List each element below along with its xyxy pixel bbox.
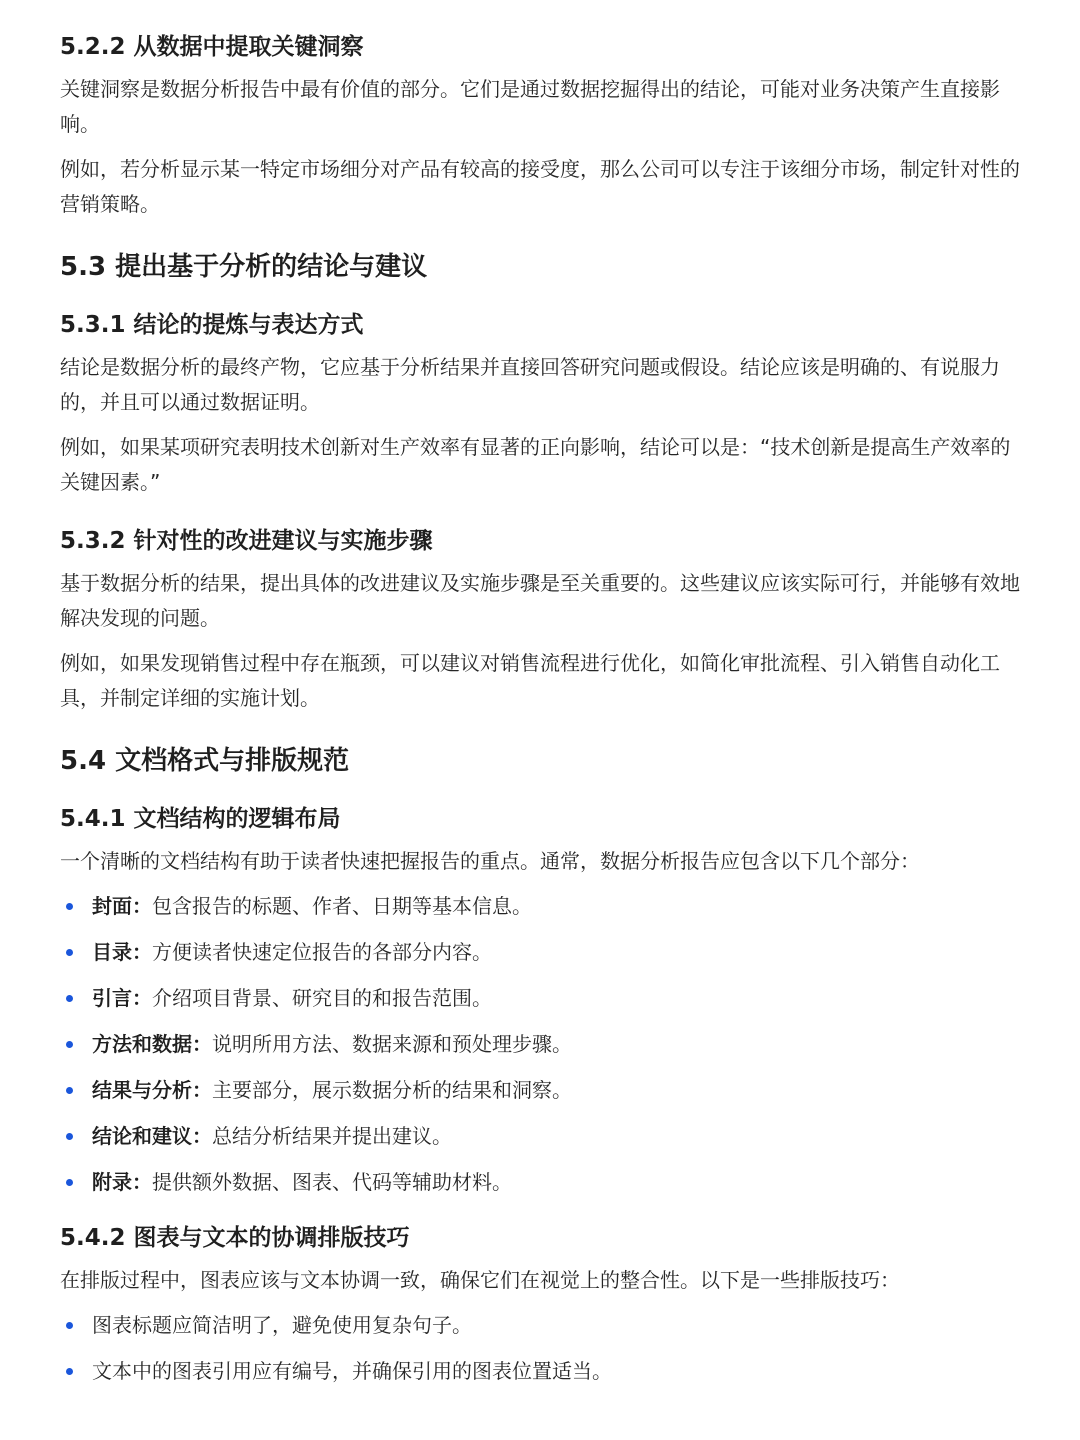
bullet-dot-icon	[66, 1368, 73, 1375]
paragraph: 在排版过程中，图表应该与文本协调一致，确保它们在视觉上的整合性。以下是一些排版技巧：	[60, 1268, 900, 1292]
list-item-term: 目录：	[92, 940, 152, 964]
list-item-desc: 包含报告的标题、作者、日期等基本信息。	[152, 894, 532, 918]
heading-5-3-1: 5.3.1 结论的提炼与表达方式	[60, 312, 364, 338]
heading-5-4-2: 5.4.2 图表与文本的协调排版技巧	[60, 1225, 410, 1251]
heading-5-4: 5.4 文档格式与排版规范	[60, 746, 350, 776]
bullet-dot-icon	[66, 1322, 73, 1329]
list-item-desc: 方便读者快速定位报告的各部分内容。	[152, 940, 492, 964]
heading-5-3: 5.3 提出基于分析的结论与建议	[60, 252, 428, 282]
list-item-desc: 说明所用方法、数据来源和预处理步骤。	[212, 1032, 572, 1056]
paragraph: 关键洞察是数据分析报告中最有价值的部分。它们是通过数据挖掘得出的结论，可能对业务决策产生直接影响。	[60, 77, 1000, 136]
list-item-term: 结果与分析：	[92, 1078, 212, 1102]
document-structure-list	[60, 891, 1020, 1197]
list-item	[60, 937, 1020, 967]
list-item-term: 附录：	[92, 1170, 152, 1194]
heading-5-3-2: 5.3.2 针对性的改进建议与实施步骤	[60, 528, 433, 554]
paragraph: 例如，如果某项研究表明技术创新对生产效率有显著的正向影响，结论可以是：“技术创新是提高生产效率的关键因素。”	[60, 435, 1011, 494]
bullet-dot-icon	[66, 1133, 73, 1140]
list-item	[60, 983, 1020, 1013]
paragraph: 例如，若分析显示某一特定市场细分对产品有较高的接受度，那么公司可以专注于该细分市场，制定针对性的营销策略。	[60, 157, 1020, 216]
paragraph: 基于数据分析的结果，提出具体的改进建议及实施步骤是至关重要的。这些建议应该实际可行，并能够有效地解决发现的问题。	[60, 571, 1020, 630]
list-item-desc: 总结分析结果并提出建议。	[212, 1124, 452, 1148]
bullet-dot-icon	[66, 1041, 73, 1048]
list-item-term: 方法和数据：	[92, 1032, 212, 1056]
bullet-dot-icon	[66, 903, 73, 910]
layout-tips-list	[60, 1310, 1020, 1386]
list-item	[60, 1121, 1020, 1151]
list-item	[60, 1310, 1020, 1340]
list-item-term: 引言：	[92, 986, 152, 1010]
list-item-desc: 提供额外数据、图表、代码等辅助材料。	[152, 1170, 512, 1194]
list-item-desc: 文本中的图表引用应有编号，并确保引用的图表位置适当。	[92, 1359, 612, 1383]
bullet-dot-icon	[66, 1087, 73, 1094]
bullet-dot-icon	[66, 995, 73, 1002]
heading-5-2-2: 5.2.2 从数据中提取关键洞察	[60, 34, 364, 60]
list-item	[60, 891, 1020, 921]
list-item-desc: 主要部分，展示数据分析的结果和洞察。	[212, 1078, 572, 1102]
list-item	[60, 1167, 1020, 1197]
paragraph: 例如，如果发现销售过程中存在瓶颈，可以建议对销售流程进行优化，如简化审批流程、引入销售自动化工具，并制定详细的实施计划。	[60, 651, 1000, 710]
list-item-term: 结论和建议：	[92, 1124, 212, 1148]
heading-5-4-1: 5.4.1 文档结构的逻辑布局	[60, 806, 341, 832]
list-item-desc: 图表标题应简洁明了，避免使用复杂句子。	[92, 1313, 472, 1337]
list-item	[60, 1356, 1020, 1386]
list-item	[60, 1075, 1020, 1105]
paragraph: 结论是数据分析的最终产物，它应基于分析结果并直接回答研究问题或假设。结论应该是明确的、有说服力的，并且可以通过数据证明。	[60, 355, 1000, 414]
list-item-desc: 介绍项目背景、研究目的和报告范围。	[152, 986, 492, 1010]
paragraph: 一个清晰的文档结构有助于读者快速把握报告的重点。通常，数据分析报告应包含以下几个部分：	[60, 849, 920, 873]
list-item-term: 封面：	[92, 894, 152, 918]
bullet-dot-icon	[66, 1179, 73, 1186]
list-item	[60, 1029, 1020, 1059]
bullet-dot-icon	[66, 949, 73, 956]
